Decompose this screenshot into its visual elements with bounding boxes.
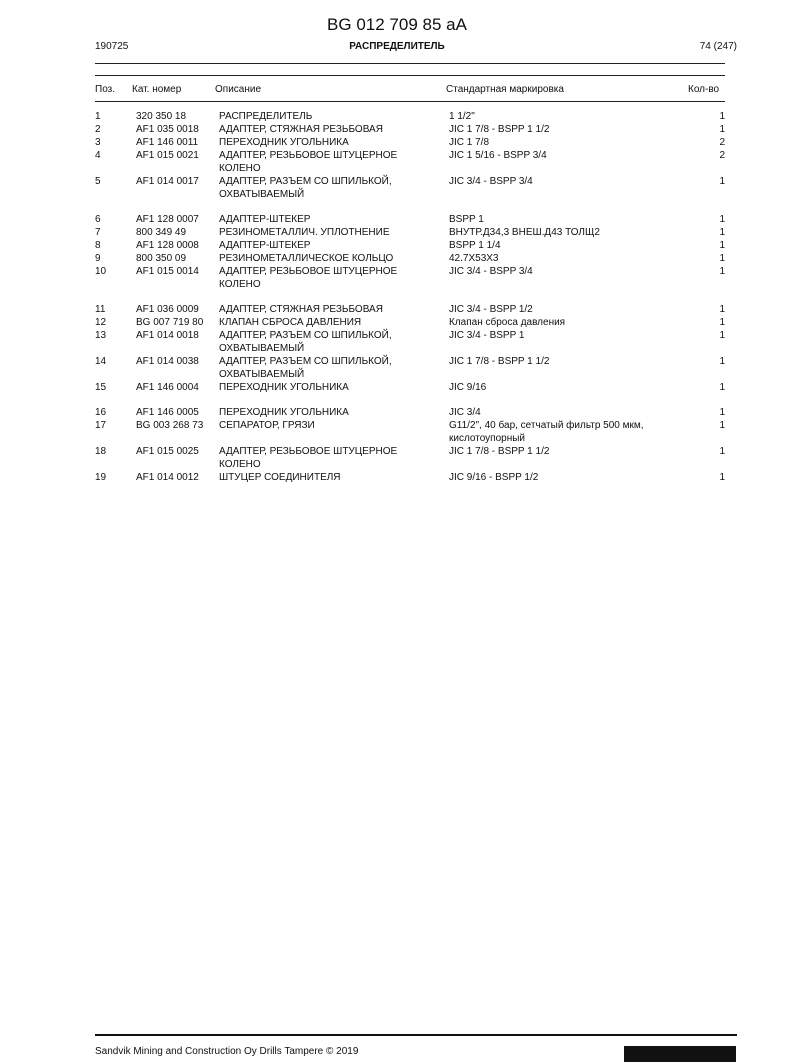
standard-marking-line: Клапан сброса давления — [449, 317, 566, 328]
row-quantity: 1 — [719, 330, 725, 341]
row-quantity: 2 — [719, 137, 725, 148]
row-quantity: 1 — [719, 304, 725, 315]
row-standard-marking — [449, 110, 475, 123]
standard-marking-line: JIC 3/4 - BSPP 1 — [449, 330, 525, 341]
standard-marking-line: 42.7X53X3 — [449, 253, 499, 264]
row-catalog-number: AF1 015 0014 — [136, 266, 199, 277]
row-description — [219, 252, 393, 265]
row-position: 18 — [95, 446, 107, 457]
table-row — [0, 303, 794, 316]
row-description — [219, 239, 310, 252]
header-divider-top — [95, 63, 725, 64]
row-description — [219, 149, 397, 175]
standard-marking-line: BSPP 1 — [449, 214, 484, 225]
description-line: КЛАПАН СБРОСА ДАВЛЕНИЯ — [219, 317, 362, 328]
row-description — [219, 226, 390, 239]
document-title: BG 012 709 85 aA — [327, 15, 467, 34]
row-catalog-number: AF1 014 0012 — [136, 472, 199, 483]
standard-marking-line: JIC 1 5/16 - BSPP 3/4 — [449, 150, 547, 161]
row-position: 13 — [95, 330, 107, 341]
row-standard-marking — [449, 136, 489, 149]
page-number: 74 (247) — [699, 41, 737, 52]
description-line: АДАПТЕР, РАЗЪЕМ СО ШПИЛЬКОЙ, — [219, 176, 392, 187]
row-position: 6 — [95, 214, 101, 225]
row-quantity: 1 — [719, 214, 725, 225]
row-description — [219, 406, 349, 419]
row-description — [219, 381, 349, 394]
row-description — [219, 445, 397, 471]
row-description — [219, 419, 315, 432]
description-line: КОЛЕНО — [219, 279, 261, 290]
table-row — [0, 265, 794, 303]
row-position: 9 — [95, 253, 101, 264]
table-row — [0, 316, 794, 329]
row-quantity: 1 — [719, 407, 725, 418]
row-position: 1 — [95, 111, 101, 122]
row-standard-marking — [449, 226, 600, 239]
table-row — [0, 136, 794, 149]
row-description — [219, 355, 392, 381]
row-catalog-number: AF1 146 0004 — [136, 382, 199, 393]
row-description — [219, 329, 392, 355]
row-description — [219, 123, 383, 136]
row-quantity: 1 — [719, 266, 725, 277]
row-catalog-number: AF1 035 0018 — [136, 124, 199, 135]
row-standard-marking — [449, 213, 484, 226]
standard-marking-line: G11/2", 40 бар, сетчатый фильтр 500 мкм, — [449, 420, 644, 431]
standard-marking-line: JIC 1 7/8 - BSPP 1 1/2 — [449, 446, 550, 457]
row-position: 16 — [95, 407, 107, 418]
row-quantity: 1 — [719, 472, 725, 483]
row-quantity: 1 — [719, 253, 725, 264]
column-header-std: Стандартная маркировка — [446, 84, 564, 95]
description-line: АДАПТЕР, СТЯЖНАЯ РЕЗЬБОВАЯ — [219, 304, 383, 315]
row-quantity: 1 — [719, 227, 725, 238]
row-standard-marking — [449, 123, 549, 136]
column-header-qty: Кол-во — [688, 84, 720, 95]
description-line: РЕЗИНОМЕТАЛЛИЧЕСКОЕ КОЛЬЦО — [219, 253, 394, 264]
description-line: КОЛЕНО — [219, 459, 261, 470]
description-line: ПЕРЕХОДНИК УГОЛЬНИКА — [219, 407, 349, 418]
description-line: ПЕРЕХОДНИК УГОЛЬНИКА — [219, 382, 349, 393]
description-line: АДАПТЕР, СТЯЖНАЯ РЕЗЬБОВАЯ — [219, 124, 383, 135]
description-line: ОХВАТЫВАЕМЫЙ — [219, 343, 305, 354]
column-header-divider — [95, 101, 725, 102]
row-standard-marking — [449, 329, 524, 342]
footer-divider — [95, 1034, 737, 1036]
row-quantity: 2 — [719, 150, 725, 161]
description-line: АДАПТЕР, РАЗЪЕМ СО ШПИЛЬКОЙ, — [219, 330, 392, 341]
standard-marking-line: JIC 3/4 - BSPP 1/2 — [449, 304, 533, 315]
table-row — [0, 471, 794, 484]
table-row — [0, 226, 794, 239]
column-header-cat: Кат. номер — [132, 84, 182, 95]
description-line: АДАПТЕР, РЕЗЬБОВОЕ ШТУЦЕРНОЕ — [219, 266, 398, 277]
column-header-desc: Описание — [215, 84, 262, 95]
description-line: ШТУЦЕР СОЕДИНИТЕЛЯ — [219, 472, 341, 483]
row-catalog-number: AF1 146 0005 — [136, 407, 199, 418]
description-line: РАСПРЕДЕЛИТЕЛЬ — [219, 111, 313, 122]
row-quantity: 1 — [719, 446, 725, 457]
description-line: ПЕРЕХОДНИК УГОЛЬНИКА — [219, 137, 349, 148]
row-position: 19 — [95, 472, 107, 483]
row-position: 12 — [95, 317, 107, 328]
table-row — [0, 381, 794, 406]
row-standard-marking — [449, 316, 565, 329]
table-row — [0, 252, 794, 265]
row-position: 7 — [95, 227, 101, 238]
description-line: СЕПАРАТОР, ГРЯЗИ — [219, 420, 315, 431]
row-standard-marking — [449, 303, 533, 316]
row-catalog-number: AF1 014 0017 — [136, 176, 199, 187]
table-row — [0, 239, 794, 252]
description-line: АДАПТЕР-ШТЕКЕР — [219, 214, 311, 225]
row-description — [219, 136, 349, 149]
row-standard-marking — [449, 239, 501, 252]
description-line: АДАПТЕР, РЕЗЬБОВОЕ ШТУЦЕРНОЕ — [219, 446, 398, 457]
description-line: ОХВАТЫВАЕМЫЙ — [219, 189, 305, 200]
row-description — [219, 213, 310, 226]
row-quantity: 1 — [719, 420, 725, 431]
row-catalog-number: 800 350 09 — [136, 253, 187, 264]
row-description — [219, 303, 383, 316]
row-catalog-number: BG 007 719 80 — [136, 317, 204, 328]
row-catalog-number: AF1 036 0009 — [136, 304, 199, 315]
row-catalog-number: AF1 014 0018 — [136, 330, 199, 341]
row-quantity: 1 — [719, 111, 725, 122]
row-position: 14 — [95, 356, 107, 367]
table-row — [0, 355, 794, 381]
row-position: 15 — [95, 382, 107, 393]
row-standard-marking — [449, 445, 549, 458]
row-position: 5 — [95, 176, 101, 187]
description-line: РЕЗИНОМЕТАЛЛИЧ. УПЛОТНЕНИЕ — [219, 227, 390, 238]
row-standard-marking — [449, 471, 538, 484]
row-quantity: 1 — [719, 240, 725, 251]
standard-marking-line: JIC 1 7/8 — [449, 137, 490, 148]
standard-marking-line: JIC 9/16 — [449, 382, 487, 393]
standard-marking-line: JIC 9/16 - BSPP 1/2 — [449, 472, 539, 483]
section-title: РАСПРЕДЕЛИТЕЛЬ — [349, 41, 445, 52]
row-catalog-number: AF1 128 0008 — [136, 240, 199, 251]
row-position: 11 — [95, 304, 106, 315]
row-position: 2 — [95, 124, 101, 135]
table-row — [0, 123, 794, 136]
row-description — [219, 265, 397, 291]
row-catalog-number: AF1 014 0038 — [136, 356, 199, 367]
description-line: АДАПТЕР, РАЗЪЕМ СО ШПИЛЬКОЙ, — [219, 356, 392, 367]
row-description — [219, 110, 312, 123]
row-catalog-number: AF1 015 0021 — [136, 150, 199, 161]
row-description — [219, 175, 392, 201]
footer-copyright: Sandvik Mining and Construction Oy Drills Tampere © 2019 — [95, 1046, 359, 1057]
row-quantity: 1 — [719, 176, 725, 187]
row-position: 3 — [95, 137, 101, 148]
description-line: АДАПТЕР, РЕЗЬБОВОЕ ШТУЦЕРНОЕ — [219, 150, 398, 161]
row-standard-marking — [449, 355, 549, 368]
row-quantity: 1 — [719, 382, 725, 393]
table-row — [0, 406, 794, 419]
table-row — [0, 175, 794, 213]
column-header-pos: Поз. — [95, 84, 115, 95]
row-catalog-number: 320 350 18 — [136, 111, 187, 122]
row-catalog-number: AF1 146 0011 — [136, 137, 199, 148]
table-row — [0, 110, 794, 123]
row-description — [219, 471, 341, 484]
table-row — [0, 445, 794, 471]
row-standard-marking — [449, 381, 486, 394]
row-catalog-number: AF1 015 0025 — [136, 446, 199, 457]
row-standard-marking — [449, 419, 644, 445]
row-quantity: 1 — [719, 124, 725, 135]
header-divider-bottom — [95, 75, 725, 76]
table-row — [0, 329, 794, 355]
row-catalog-number: BG 003 268 73 — [136, 420, 204, 431]
row-description — [219, 316, 361, 329]
standard-marking-line: кислотоупорный — [449, 433, 526, 444]
row-standard-marking — [449, 406, 481, 419]
standard-marking-line: JIC 1 7/8 - BSPP 1 1/2 — [449, 356, 550, 367]
standard-marking-line: JIC 3/4 - BSPP 3/4 — [449, 176, 533, 187]
row-catalog-number: 800 349 49 — [136, 227, 187, 238]
row-standard-marking — [449, 265, 533, 278]
standard-marking-line: 1 1/2" — [449, 111, 475, 122]
standard-marking-line: JIC 3/4 - BSPP 3/4 — [449, 266, 533, 277]
row-position: 17 — [95, 420, 107, 431]
row-quantity: 1 — [719, 317, 725, 328]
description-line: КОЛЕНО — [219, 163, 261, 174]
table-row — [0, 213, 794, 226]
standard-marking-line: JIC 1 7/8 - BSPP 1 1/2 — [449, 124, 550, 135]
brand-logo — [624, 1046, 736, 1062]
row-standard-marking — [449, 149, 547, 162]
table-row — [0, 149, 794, 175]
date-code: 190725 — [95, 41, 129, 52]
standard-marking-line: ВНУТР.Д34,3 ВНЕШ.Д43 ТОЛЩ2 — [449, 227, 600, 238]
table-row — [0, 419, 794, 445]
row-catalog-number: AF1 128 0007 — [136, 214, 199, 225]
description-line: ОХВАТЫВАЕМЫЙ — [219, 369, 305, 380]
standard-marking-line: JIC 3/4 — [449, 407, 481, 418]
row-position: 8 — [95, 240, 101, 251]
standard-marking-line: BSPP 1 1/4 — [449, 240, 501, 251]
row-standard-marking — [449, 175, 533, 188]
row-standard-marking — [449, 252, 499, 265]
parts-table — [0, 110, 794, 484]
row-position: 4 — [95, 150, 101, 161]
description-line: АДАПТЕР-ШТЕКЕР — [219, 240, 311, 251]
row-position: 10 — [95, 266, 107, 277]
row-quantity: 1 — [719, 356, 725, 367]
